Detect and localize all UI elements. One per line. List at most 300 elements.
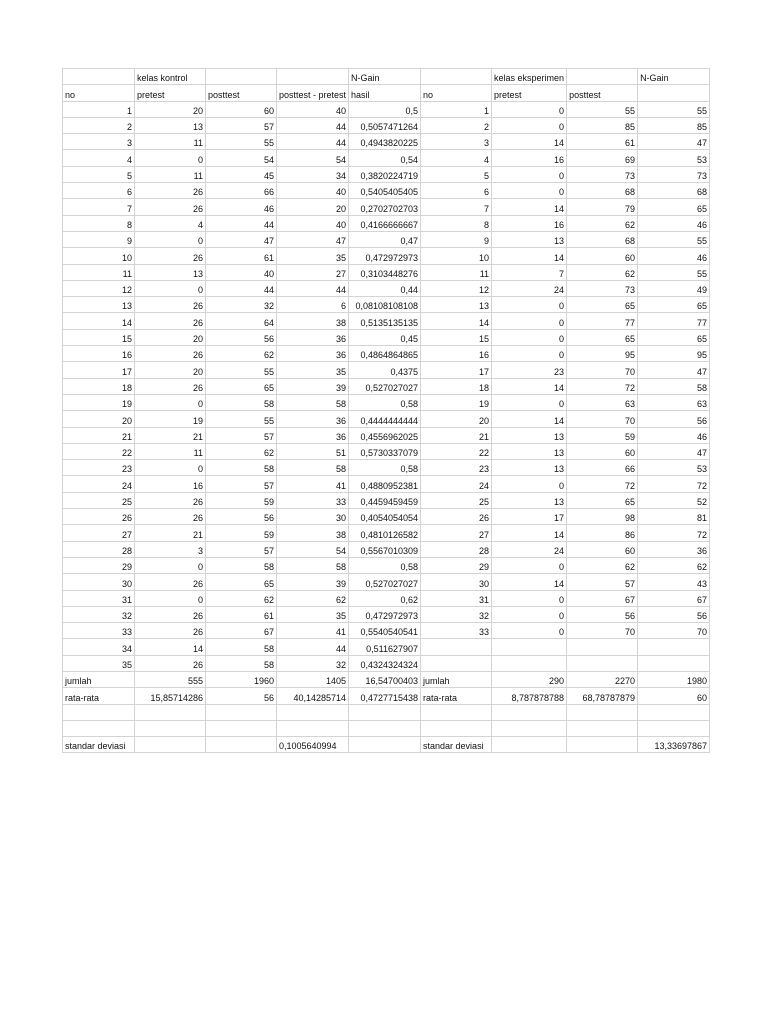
table-cell[interactable]: 56 xyxy=(638,606,710,622)
table-cell[interactable]: 0,44 xyxy=(349,280,421,296)
table-cell[interactable]: 16 xyxy=(421,346,492,362)
table-cell[interactable]: 34 xyxy=(63,639,135,655)
table-cell[interactable]: 21 xyxy=(63,427,135,443)
table-cell[interactable]: 65 xyxy=(567,492,638,508)
table-cell[interactable]: 47 xyxy=(638,443,710,459)
table-cell[interactable]: standar deviasi xyxy=(421,737,492,753)
table-cell[interactable]: 62 xyxy=(567,264,638,280)
table-cell[interactable]: 68 xyxy=(567,183,638,199)
table-cell[interactable] xyxy=(63,69,135,85)
table-cell[interactable]: 14 xyxy=(421,313,492,329)
table-cell[interactable]: standar deviasi xyxy=(63,737,135,753)
table-cell[interactable]: 26 xyxy=(135,655,206,671)
table-cell[interactable] xyxy=(206,69,277,85)
table-cell[interactable]: 73 xyxy=(638,166,710,182)
table-cell[interactable]: 56 xyxy=(567,606,638,622)
table-cell[interactable]: 33 xyxy=(63,623,135,639)
table-cell[interactable]: 0,5540540541 xyxy=(349,623,421,639)
table-cell[interactable]: 0,4459459459 xyxy=(349,492,421,508)
table-cell[interactable]: 62 xyxy=(638,557,710,573)
table-cell[interactable]: 0,4810126582 xyxy=(349,525,421,541)
table-cell[interactable]: 46 xyxy=(638,248,710,264)
table-cell[interactable]: 41 xyxy=(277,476,349,492)
table-cell[interactable] xyxy=(421,655,492,671)
table-cell[interactable]: 62 xyxy=(206,443,277,459)
table-cell[interactable]: 65 xyxy=(206,574,277,590)
table-cell[interactable]: 14 xyxy=(492,134,567,150)
table-cell[interactable]: 59 xyxy=(206,492,277,508)
table-cell[interactable] xyxy=(421,69,492,85)
table-cell[interactable]: 14 xyxy=(492,199,567,215)
table-cell[interactable]: 23 xyxy=(63,460,135,476)
table-cell[interactable]: 70 xyxy=(567,623,638,639)
table-cell[interactable]: 0 xyxy=(135,280,206,296)
table-cell[interactable]: 9 xyxy=(421,231,492,247)
table-cell[interactable]: 36 xyxy=(638,541,710,557)
table-cell[interactable]: 0,472972973 xyxy=(349,606,421,622)
table-cell[interactable]: 13 xyxy=(63,297,135,313)
table-cell[interactable]: 79 xyxy=(567,199,638,215)
table-cell[interactable]: 13 xyxy=(492,443,567,459)
table-cell[interactable]: posttest xyxy=(206,85,277,101)
table-cell[interactable]: 40 xyxy=(277,101,349,117)
table-cell[interactable]: jumlah xyxy=(421,671,492,687)
table-cell[interactable]: 62 xyxy=(567,557,638,573)
table-cell[interactable]: 39 xyxy=(277,378,349,394)
table-cell[interactable]: 26 xyxy=(135,509,206,525)
table-cell[interactable]: 20 xyxy=(277,199,349,215)
table-cell[interactable]: 26 xyxy=(421,509,492,525)
table-cell[interactable]: 53 xyxy=(638,460,710,476)
table-cell[interactable]: 59 xyxy=(206,525,277,541)
table-cell[interactable]: 29 xyxy=(63,557,135,573)
table-cell[interactable]: 85 xyxy=(567,117,638,133)
table-cell[interactable]: 0 xyxy=(492,166,567,182)
table-cell[interactable]: 0,4556962025 xyxy=(349,427,421,443)
table-cell[interactable]: 0,4166666667 xyxy=(349,215,421,231)
table-cell[interactable]: 7 xyxy=(421,199,492,215)
table-cell[interactable]: 68,78787879 xyxy=(567,688,638,704)
table-cell[interactable]: 51 xyxy=(277,443,349,459)
table-cell[interactable]: 26 xyxy=(135,378,206,394)
table-cell[interactable] xyxy=(206,704,277,720)
table-cell[interactable]: 57 xyxy=(206,541,277,557)
table-cell[interactable] xyxy=(135,720,206,736)
table-cell[interactable]: 72 xyxy=(638,476,710,492)
table-cell[interactable]: 95 xyxy=(638,346,710,362)
table-cell[interactable]: 1405 xyxy=(277,671,349,687)
table-cell[interactable]: 33 xyxy=(421,623,492,639)
table-cell[interactable]: 0,58 xyxy=(349,557,421,573)
table-cell[interactable]: 7 xyxy=(492,264,567,280)
table-cell[interactable]: 45 xyxy=(206,166,277,182)
table-cell[interactable]: 12 xyxy=(421,280,492,296)
table-cell[interactable]: 20 xyxy=(135,101,206,117)
table-cell[interactable]: 0 xyxy=(492,313,567,329)
table-cell[interactable]: 4 xyxy=(135,215,206,231)
table-cell[interactable]: 62 xyxy=(206,590,277,606)
table-cell[interactable]: 61 xyxy=(567,134,638,150)
table-cell[interactable]: 36 xyxy=(277,346,349,362)
table-cell[interactable]: 11 xyxy=(63,264,135,280)
table-cell[interactable]: posttest xyxy=(567,85,638,101)
table-cell[interactable]: 27 xyxy=(421,525,492,541)
table-cell[interactable]: 5 xyxy=(421,166,492,182)
table-cell[interactable]: 6 xyxy=(63,183,135,199)
table-cell[interactable]: 0,4324324324 xyxy=(349,655,421,671)
table-cell[interactable]: 0,58 xyxy=(349,394,421,410)
table-cell[interactable]: 15,85714286 xyxy=(135,688,206,704)
table-cell[interactable]: 63 xyxy=(638,394,710,410)
table-cell[interactable]: 47 xyxy=(638,134,710,150)
table-cell[interactable]: 46 xyxy=(206,199,277,215)
table-cell[interactable]: rata-rata xyxy=(63,688,135,704)
table-cell[interactable]: 23 xyxy=(492,362,567,378)
table-cell[interactable]: 57 xyxy=(206,427,277,443)
table-cell[interactable]: 65 xyxy=(567,329,638,345)
table-cell[interactable]: 15 xyxy=(63,329,135,345)
table-cell[interactable]: 46 xyxy=(638,215,710,231)
table-cell[interactable]: 61 xyxy=(206,606,277,622)
table-cell[interactable]: 26 xyxy=(135,313,206,329)
table-cell[interactable]: 57 xyxy=(567,574,638,590)
table-cell[interactable] xyxy=(492,655,567,671)
table-cell[interactable]: 14 xyxy=(492,411,567,427)
table-cell[interactable]: 0,62 xyxy=(349,590,421,606)
table-cell[interactable]: 55 xyxy=(567,101,638,117)
table-cell[interactable]: 10 xyxy=(421,248,492,264)
table-cell[interactable]: N-Gain xyxy=(349,69,421,85)
table-cell[interactable]: 6 xyxy=(277,297,349,313)
table-cell[interactable]: 12 xyxy=(63,280,135,296)
table-cell[interactable]: 55 xyxy=(638,101,710,117)
table-cell[interactable]: 73 xyxy=(567,280,638,296)
table-cell[interactable]: 0,08108108108 xyxy=(349,297,421,313)
table-cell[interactable] xyxy=(638,655,710,671)
table-cell[interactable]: 56 xyxy=(206,688,277,704)
table-cell[interactable]: 58 xyxy=(206,394,277,410)
table-cell[interactable]: 0,4375 xyxy=(349,362,421,378)
table-cell[interactable]: 0,511627907 xyxy=(349,639,421,655)
table-cell[interactable]: 31 xyxy=(63,590,135,606)
table-cell[interactable] xyxy=(349,720,421,736)
table-cell[interactable]: 32 xyxy=(421,606,492,622)
table-cell[interactable]: 13,33697867 xyxy=(638,737,710,753)
table-cell[interactable]: 16 xyxy=(492,215,567,231)
table-cell[interactable]: 47 xyxy=(206,231,277,247)
table-cell[interactable] xyxy=(492,737,567,753)
table-cell[interactable]: 44 xyxy=(277,117,349,133)
table-cell[interactable] xyxy=(567,737,638,753)
table-cell[interactable]: 19 xyxy=(63,394,135,410)
table-cell[interactable]: kelas kontrol xyxy=(135,69,206,85)
table-cell[interactable]: 26 xyxy=(135,606,206,622)
table-cell[interactable]: N-Gain xyxy=(638,69,710,85)
table-cell[interactable]: 18 xyxy=(421,378,492,394)
table-cell[interactable]: 2 xyxy=(421,117,492,133)
table-cell[interactable]: 3 xyxy=(421,134,492,150)
table-cell[interactable]: 26 xyxy=(135,346,206,362)
table-cell[interactable]: 54 xyxy=(206,150,277,166)
table-cell[interactable]: 72 xyxy=(567,378,638,394)
table-cell[interactable]: 35 xyxy=(277,248,349,264)
table-cell[interactable]: 58 xyxy=(206,639,277,655)
table-cell[interactable]: 0 xyxy=(492,557,567,573)
table-cell[interactable]: 30 xyxy=(63,574,135,590)
table-cell[interactable]: 40 xyxy=(277,215,349,231)
table-cell[interactable] xyxy=(638,639,710,655)
table-cell[interactable]: 0,3103448276 xyxy=(349,264,421,280)
table-cell[interactable]: 86 xyxy=(567,525,638,541)
table-cell[interactable]: 23 xyxy=(421,460,492,476)
table-cell[interactable]: 55 xyxy=(638,231,710,247)
table-cell[interactable]: 8 xyxy=(421,215,492,231)
table-cell[interactable]: 66 xyxy=(567,460,638,476)
table-cell[interactable]: 67 xyxy=(567,590,638,606)
table-cell[interactable]: 56 xyxy=(206,509,277,525)
table-cell[interactable]: 46 xyxy=(638,427,710,443)
table-cell[interactable]: no xyxy=(63,85,135,101)
table-cell[interactable] xyxy=(492,720,567,736)
table-cell[interactable]: 0 xyxy=(135,231,206,247)
table-cell[interactable]: 41 xyxy=(277,623,349,639)
table-cell[interactable]: 55 xyxy=(206,362,277,378)
table-cell[interactable]: 11 xyxy=(135,443,206,459)
table-cell[interactable]: 21 xyxy=(135,427,206,443)
table-cell[interactable]: 20 xyxy=(135,362,206,378)
table-cell[interactable]: 36 xyxy=(277,329,349,345)
table-cell[interactable]: 55 xyxy=(206,134,277,150)
table-cell[interactable]: 290 xyxy=(492,671,567,687)
table-cell[interactable]: 58 xyxy=(277,460,349,476)
table-cell[interactable]: 8,787878788 xyxy=(492,688,567,704)
table-cell[interactable]: 16 xyxy=(492,150,567,166)
table-cell[interactable]: 24 xyxy=(421,476,492,492)
table-cell[interactable]: 0,54 xyxy=(349,150,421,166)
table-cell[interactable]: 26 xyxy=(135,183,206,199)
table-cell[interactable]: 40,14285714 xyxy=(277,688,349,704)
table-cell[interactable]: 14 xyxy=(135,639,206,655)
table-cell[interactable] xyxy=(63,704,135,720)
table-cell[interactable]: 14 xyxy=(492,248,567,264)
table-cell[interactable] xyxy=(135,704,206,720)
table-cell[interactable]: 98 xyxy=(567,509,638,525)
table-cell[interactable] xyxy=(421,704,492,720)
table-cell[interactable] xyxy=(638,704,710,720)
table-cell[interactable]: 27 xyxy=(63,525,135,541)
table-cell[interactable]: 35 xyxy=(277,606,349,622)
table-cell[interactable]: 4 xyxy=(63,150,135,166)
table-cell[interactable]: 0 xyxy=(135,394,206,410)
table-cell[interactable]: 17 xyxy=(421,362,492,378)
table-cell[interactable]: 0 xyxy=(492,329,567,345)
table-cell[interactable]: 19 xyxy=(421,394,492,410)
table-cell[interactable]: pretest xyxy=(492,85,567,101)
table-cell[interactable]: 55 xyxy=(206,411,277,427)
table-cell[interactable]: 0,527027027 xyxy=(349,574,421,590)
table-cell[interactable]: 0 xyxy=(492,346,567,362)
table-cell[interactable]: 81 xyxy=(638,509,710,525)
table-cell[interactable]: 14 xyxy=(492,525,567,541)
table-cell[interactable]: 77 xyxy=(638,313,710,329)
table-cell[interactable] xyxy=(638,85,710,101)
table-cell[interactable]: 55 xyxy=(638,264,710,280)
table-cell[interactable]: 54 xyxy=(277,541,349,557)
table-cell[interactable]: no xyxy=(421,85,492,101)
table-cell[interactable] xyxy=(277,704,349,720)
table-cell[interactable]: 36 xyxy=(277,427,349,443)
table-cell[interactable]: 58 xyxy=(277,557,349,573)
table-cell[interactable]: 0 xyxy=(135,590,206,606)
table-cell[interactable]: 40 xyxy=(277,183,349,199)
table-cell[interactable]: 0,5567010309 xyxy=(349,541,421,557)
table-cell[interactable]: 30 xyxy=(421,574,492,590)
table-cell[interactable]: 0,5 xyxy=(349,101,421,117)
table-cell[interactable]: 26 xyxy=(135,199,206,215)
table-cell[interactable] xyxy=(638,720,710,736)
table-cell[interactable]: 72 xyxy=(567,476,638,492)
table-cell[interactable] xyxy=(349,704,421,720)
table-cell[interactable]: 44 xyxy=(277,639,349,655)
table-cell[interactable]: 21 xyxy=(135,525,206,541)
table-cell[interactable]: 32 xyxy=(206,297,277,313)
table-cell[interactable]: 58 xyxy=(206,655,277,671)
table-cell[interactable]: 44 xyxy=(277,280,349,296)
table-cell[interactable]: 0,2702702703 xyxy=(349,199,421,215)
table-cell[interactable]: 56 xyxy=(206,329,277,345)
table-cell[interactable]: 30 xyxy=(277,509,349,525)
table-cell[interactable]: 26 xyxy=(135,574,206,590)
table-cell[interactable]: 16,54700403 xyxy=(349,671,421,687)
table-cell[interactable]: 0,4444444444 xyxy=(349,411,421,427)
table-cell[interactable]: 13 xyxy=(492,427,567,443)
table-cell[interactable]: 65 xyxy=(567,297,638,313)
table-cell[interactable]: 44 xyxy=(206,280,277,296)
table-cell[interactable]: 85 xyxy=(638,117,710,133)
table-cell[interactable]: 61 xyxy=(206,248,277,264)
table-cell[interactable]: 13 xyxy=(135,264,206,280)
table-cell[interactable]: 38 xyxy=(277,313,349,329)
table-cell[interactable]: 35 xyxy=(277,362,349,378)
table-cell[interactable]: 0 xyxy=(135,460,206,476)
table-cell[interactable]: 1960 xyxy=(206,671,277,687)
table-cell[interactable]: 0 xyxy=(135,150,206,166)
table-cell[interactable] xyxy=(567,704,638,720)
table-cell[interactable]: pretest xyxy=(135,85,206,101)
table-cell[interactable]: 0,527027027 xyxy=(349,378,421,394)
table-cell[interactable]: 14 xyxy=(63,313,135,329)
table-cell[interactable]: 5 xyxy=(63,166,135,182)
table-cell[interactable]: 63 xyxy=(567,394,638,410)
table-cell[interactable]: 35 xyxy=(63,655,135,671)
table-cell[interactable]: 26 xyxy=(63,509,135,525)
table-cell[interactable]: 0,3820224719 xyxy=(349,166,421,182)
table-cell[interactable]: 0,47 xyxy=(349,231,421,247)
table-cell[interactable]: 13 xyxy=(492,460,567,476)
table-cell[interactable]: 32 xyxy=(63,606,135,622)
table-cell[interactable] xyxy=(421,720,492,736)
table-cell[interactable]: 24 xyxy=(492,541,567,557)
table-cell[interactable]: 39 xyxy=(277,574,349,590)
table-cell[interactable]: 14 xyxy=(492,574,567,590)
table-cell[interactable]: 95 xyxy=(567,346,638,362)
table-cell[interactable]: 16 xyxy=(63,346,135,362)
table-cell[interactable]: 15 xyxy=(421,329,492,345)
table-cell[interactable]: 62 xyxy=(206,346,277,362)
table-cell[interactable]: 0,5057471264 xyxy=(349,117,421,133)
table-cell[interactable]: 49 xyxy=(638,280,710,296)
table-cell[interactable]: 20 xyxy=(135,329,206,345)
table-cell[interactable]: 24 xyxy=(492,280,567,296)
table-cell[interactable]: 44 xyxy=(206,215,277,231)
table-cell[interactable]: 20 xyxy=(421,411,492,427)
table-cell[interactable]: 13 xyxy=(492,492,567,508)
table-cell[interactable]: 57 xyxy=(206,476,277,492)
table-cell[interactable]: 26 xyxy=(135,248,206,264)
table-cell[interactable]: 27 xyxy=(277,264,349,280)
table-cell[interactable]: 8 xyxy=(63,215,135,231)
table-cell[interactable]: 58 xyxy=(277,394,349,410)
table-cell[interactable]: 25 xyxy=(421,492,492,508)
table-cell[interactable]: 26 xyxy=(135,492,206,508)
table-cell[interactable]: 58 xyxy=(638,378,710,394)
table-cell[interactable]: 65 xyxy=(638,199,710,215)
table-cell[interactable]: 32 xyxy=(277,655,349,671)
table-cell[interactable]: 0 xyxy=(492,394,567,410)
table-cell[interactable]: 0 xyxy=(492,623,567,639)
table-cell[interactable]: hasil xyxy=(349,85,421,101)
table-cell[interactable]: 0,4943820225 xyxy=(349,134,421,150)
table-cell[interactable]: 0 xyxy=(492,117,567,133)
table-cell[interactable]: 0,4880952381 xyxy=(349,476,421,492)
table-cell[interactable]: kelas eksperimen xyxy=(492,69,567,85)
table-cell[interactable]: 43 xyxy=(638,574,710,590)
table-cell[interactable]: 25 xyxy=(63,492,135,508)
table-cell[interactable]: 22 xyxy=(63,443,135,459)
table-cell[interactable]: 1980 xyxy=(638,671,710,687)
table-cell[interactable] xyxy=(567,655,638,671)
table-cell[interactable] xyxy=(567,69,638,85)
table-cell[interactable]: 66 xyxy=(206,183,277,199)
table-cell[interactable]: 18 xyxy=(63,378,135,394)
table-cell[interactable]: 54 xyxy=(277,150,349,166)
table-cell[interactable]: 3 xyxy=(63,134,135,150)
table-cell[interactable]: 60 xyxy=(638,688,710,704)
table-cell[interactable] xyxy=(135,737,206,753)
table-cell[interactable]: 67 xyxy=(638,590,710,606)
table-cell[interactable]: 31 xyxy=(421,590,492,606)
table-cell[interactable]: 13 xyxy=(135,117,206,133)
table-cell[interactable]: 58 xyxy=(206,460,277,476)
table-cell[interactable]: 47 xyxy=(638,362,710,378)
table-cell[interactable]: 6 xyxy=(421,183,492,199)
table-cell[interactable]: 0,4864864865 xyxy=(349,346,421,362)
table-cell[interactable]: 1 xyxy=(421,101,492,117)
table-cell[interactable]: 0 xyxy=(135,557,206,573)
table-cell[interactable]: 59 xyxy=(567,427,638,443)
table-cell[interactable]: 3 xyxy=(135,541,206,557)
table-cell[interactable]: 0 xyxy=(492,606,567,622)
table-cell[interactable]: 19 xyxy=(135,411,206,427)
table-cell[interactable] xyxy=(421,639,492,655)
table-cell[interactable]: 0,5135135135 xyxy=(349,313,421,329)
table-cell[interactable]: 60 xyxy=(567,248,638,264)
table-cell[interactable]: 11 xyxy=(421,264,492,280)
table-cell[interactable]: 33 xyxy=(277,492,349,508)
table-cell[interactable] xyxy=(492,639,567,655)
table-cell[interactable]: 34 xyxy=(277,166,349,182)
table-cell[interactable]: 20 xyxy=(63,411,135,427)
